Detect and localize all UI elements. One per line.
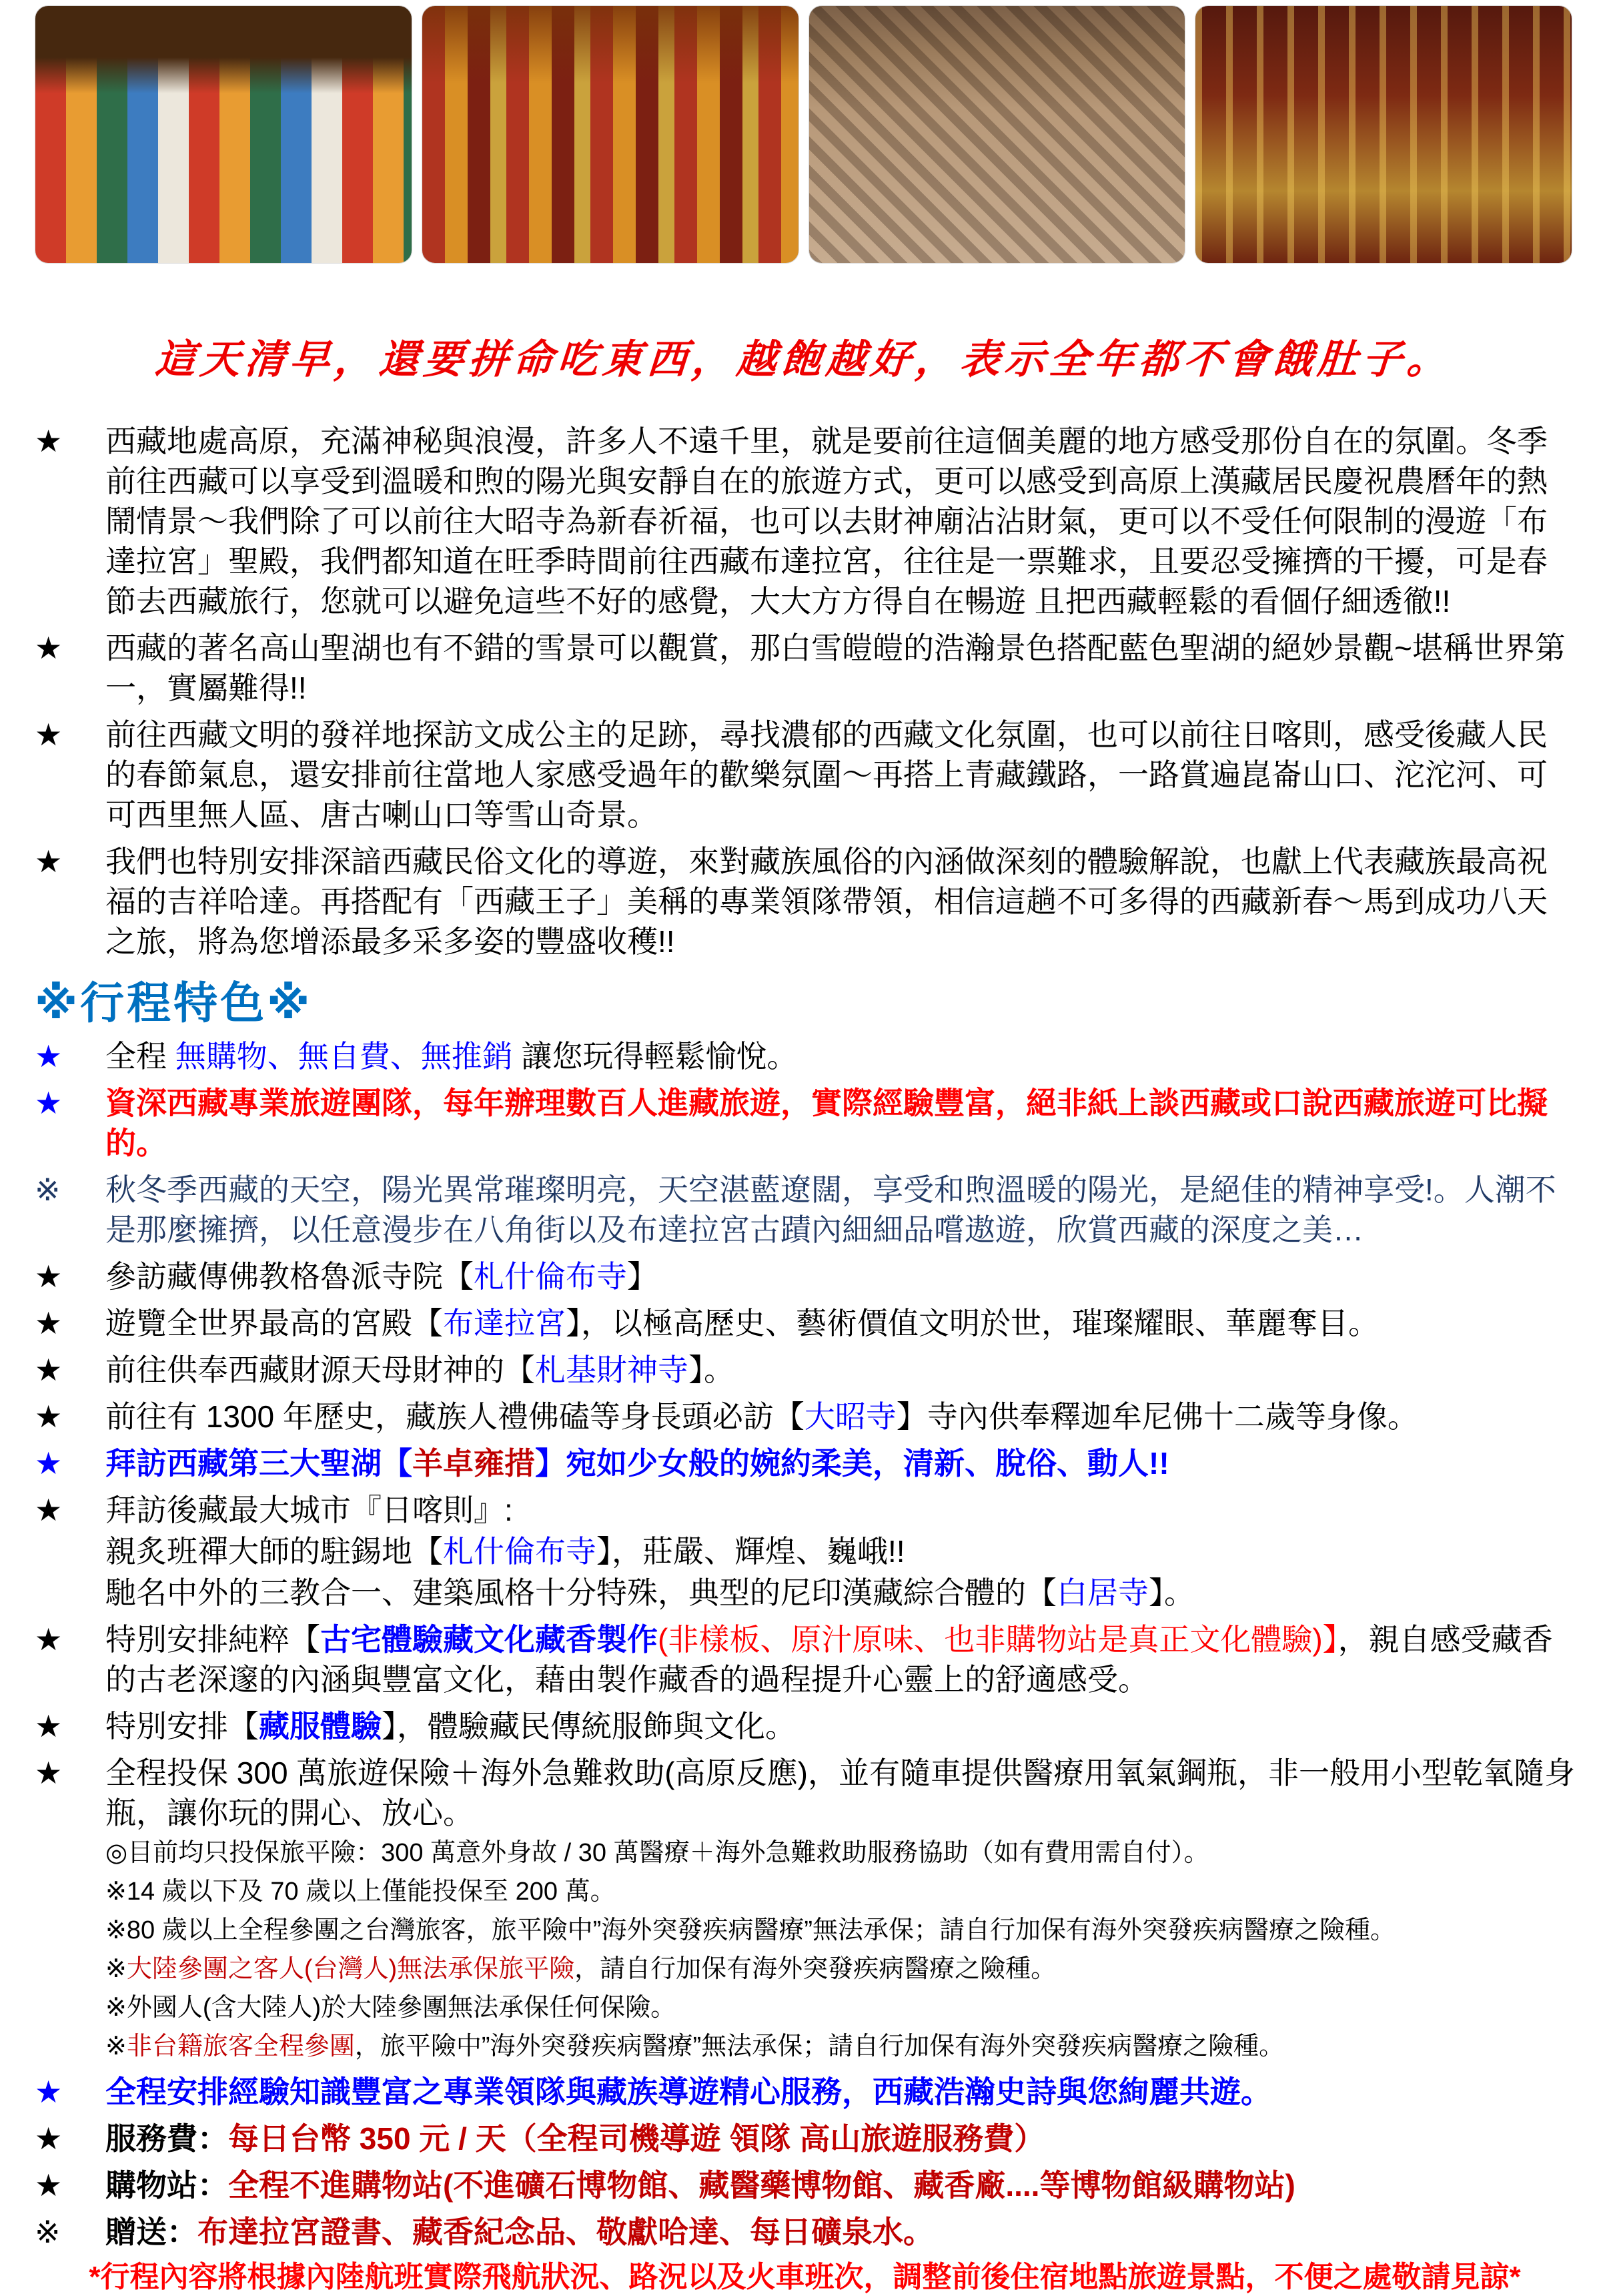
text-line [35, 1573, 1575, 1613]
text-segment: 親炙班禪大師的駐錫地【 [105, 1534, 443, 1569]
text-segment: 服務費： [105, 2121, 228, 2156]
text-line [35, 1490, 1575, 1530]
text-segment: 西藏地處高原，充滿神秘與浪漫，許多人不遠千里，就是要前往這個美麗的地方感受那份自在的氛圍。冬季前往西藏可以享受到溫暖和煦的陽光與安靜自在的旅遊方式，更可以感受到高原上漢藏居民慶祝農曆年的熱鬧情景～我們除了可以前往大昭寺為新春祈福，也可以去財神廟沾沾財氣，更可以不受任何限制的漫遊「布達拉宮」聖殿，我們都知道在旺季時間前往西藏布達拉宮，往往是一票難求，且要忍受擁擠的干擾，可是春節去西藏旅行，您就可以避免這些不好的感覺，大大方方得自在暢遊 且把西藏輕鬆的看個仔細透徹!! [105, 424, 1548, 619]
star-bullet-icon: ★ [35, 1446, 63, 1481]
text-segment: 札基財神寺 [535, 1353, 688, 1387]
text-segment: ，親自感受藏香的古老深邃的內涵與豐富文化，藉由製作藏香的過程提升心靈上的舒適感受。 [105, 1622, 1553, 1697]
text-segment: 我們也特別安排深諳西藏民俗文化的導遊，來對藏族風俗的內涵做深刻的體驗解說，也獻上代表藏族最高祝福的吉祥哈達。再搭配有「西藏王子」美稱的專業領隊帶領，相信這趟不可多得的西藏新春～馬到成功八天之旅，將為您增添最多采多姿的豐盛收穫!! [105, 844, 1548, 959]
text-line [35, 628, 1575, 708]
temple-butter-lamps-photo [422, 5, 799, 264]
text-segment: 秋冬季西藏的天空，陽光異常璀璨明亮，天空湛藍遼闊，享受和煦溫暖的陽光，是絕佳的精神享受!。人潮不是那麼擁擠，以任意漫步在八角街以及布達拉宮古蹟內細細品嚐遨遊，欣賞西藏的深度之美… [105, 1172, 1556, 1247]
star-bullet-icon: ★ [35, 2168, 63, 2203]
text-segment: ※外國人(含大陸人)於大陸參團無法承保任何保險。 [105, 1994, 676, 2022]
text-segment: 西藏的著名高山聖湖也有不錯的雪景可以觀賞，那白雪皚皚的浩瀚景色搭配藍色聖湖的絕妙景觀~堪稱世界第一，實屬難得!! [105, 631, 1566, 705]
text-line [35, 1397, 1575, 1437]
text-segment: 全程投保 300 萬旅遊保險＋海外急難救助(高原反應)，並有隨車提供醫療用氧氣鋼瓶，非一般用小型乾氧隨身瓶，讓你玩的開心、放心。 [105, 1756, 1575, 1830]
text-segment: 拜訪西藏第三大聖湖【 [105, 1446, 412, 1481]
star-bullet-icon: ★ [35, 1353, 63, 1387]
losar-altar-offerings-photo [35, 5, 412, 264]
text-segment: 遊覽全世界最高的宮殿【 [105, 1306, 443, 1341]
text-line [35, 1036, 1575, 1076]
fine-print-line [35, 1912, 1575, 1949]
document-body [0, 384, 1607, 2296]
text-segment: 】 [627, 1259, 658, 1294]
text-segment: 前往有 1300 年歷史，藏族人禮佛磕等身長頭必訪【 [105, 1399, 804, 1434]
text-segment: 無購物、無自費、無推銷 [175, 1039, 513, 1074]
text-line [35, 1753, 1575, 1833]
red-calligraphy-headline: 這天清早，還要拼命吃東西，越飽越好，表示全年都不會餓肚子。 [153, 337, 1454, 382]
text-line [35, 2119, 1575, 2159]
star-bullet-icon: ★ [35, 844, 63, 879]
text-segment: 非台籍旅客全程參團 [126, 2032, 355, 2060]
text-segment: 札什倫布寺 [443, 1534, 596, 1569]
text-segment: 特別安排純粹【 [105, 1622, 320, 1657]
fine-print-line [35, 1835, 1575, 1872]
text-segment: 羊卓雍措 [412, 1446, 535, 1481]
fine-print-line [35, 1874, 1575, 1910]
text-line [35, 1531, 1575, 1571]
star-bullet-icon: ★ [35, 1493, 63, 1527]
star-bullet-icon: ★ [35, 1756, 63, 1790]
fine-print-line [35, 2028, 1575, 2065]
fine-print-line [35, 1990, 1575, 2026]
star-bullet-icon: ★ [35, 1086, 63, 1120]
text-segment: 白居寺 [1057, 1575, 1149, 1610]
feature-list [35, 1036, 1575, 2252]
text-segment: ※14 歲以下及 70 歲以上僅能投保至 200 萬。 [105, 1878, 616, 1906]
star-bullet-icon: ★ [35, 1399, 63, 1434]
star-bullet-icon: ★ [35, 1622, 63, 1657]
text-segment: 】，體驗藏民傳統服飾與文化。 [382, 1709, 796, 1744]
text-segment: ※ [105, 2032, 127, 2060]
text-line [35, 1706, 1575, 1746]
text-segment: 馳名中外的三教合一、建築風格十分特殊，典型的尼印漢藏綜合體的【 [105, 1575, 1057, 1610]
reference-mark-icon: ※ [35, 1172, 61, 1207]
star-bullet-icon: ★ [35, 424, 63, 458]
reference-mark-icon: ※ [35, 2215, 61, 2249]
text-line [35, 715, 1575, 835]
star-bullet-icon: ★ [35, 1259, 63, 1294]
text-segment: ◎目前均只投保旅平險：300 萬意外身故 / 30 萬醫療＋海外急難救助服務協助（如有費用需自付）。 [105, 1839, 1209, 1867]
section-title-itinerary-features: ※行程特色※ [35, 978, 313, 1028]
text-segment: 全程 [105, 1039, 175, 1074]
text-segment: 特別安排【 [105, 1709, 259, 1744]
text-line [35, 2072, 1575, 2112]
text-line [35, 1256, 1575, 1296]
text-line [35, 1083, 1575, 1163]
text-segment: 藏服體驗 [259, 1709, 382, 1744]
text-segment: 布達拉宮 [443, 1306, 566, 1341]
festival-crowd-photo [809, 5, 1186, 264]
star-bullet-icon: ★ [35, 717, 63, 752]
fine-print-line [35, 1951, 1575, 1988]
text-segment: 札什倫布寺 [474, 1259, 627, 1294]
text-segment: 大昭寺 [804, 1399, 897, 1434]
star-bullet-icon: ★ [35, 631, 63, 665]
text-segment: 全程不進購物站(不進礦石博物館、藏醫藥博物館、藏香廠....等博物館級購物站) [228, 2168, 1295, 2203]
deity-shrine-photo [1195, 5, 1572, 264]
text-segment: ※80 歲以上全程參團之台灣旅客，旅平險中”海外突發疾病醫療”無法承保；請自行加保有海外突發疾病醫療之險種。 [105, 1916, 1396, 1944]
star-bullet-icon: ★ [35, 2121, 63, 2156]
text-segment: 前往供奉西藏財源天母財神的【 [105, 1353, 535, 1387]
text-segment: 讓您玩得輕鬆愉悅。 [512, 1039, 798, 1074]
text-segment: 】。 [1149, 1575, 1195, 1610]
text-line [35, 1170, 1575, 1250]
text-segment: 】寺內供奉釋迦牟尼佛十二歲等身像。 [896, 1399, 1418, 1434]
intro-paragraphs [35, 421, 1575, 962]
text-line [35, 1303, 1575, 1343]
star-bullet-icon: ★ [35, 1039, 63, 1074]
photo-strip [0, 0, 1607, 264]
text-line [35, 1443, 1575, 1483]
text-segment: 古宅體驗藏文化藏香製作 [320, 1622, 658, 1657]
text-segment: 拜訪後藏最大城市『日喀則』: [105, 1493, 513, 1527]
text-segment: 每日台幣 350 元 / 天（全程司機導遊 領隊 高山旅遊服務費） [228, 2121, 1045, 2156]
footer-disclaimer: *行程內容將根據內陸航班實際飛航狀況、路況以及火車班次，調整前後住宿地點旅遊景點，不便之處敬請見諒* [89, 2261, 1521, 2293]
text-segment: ，請自行加保有海外突發疾病醫療之險種。 [574, 1955, 1057, 1983]
text-segment: 全程安排經驗知識豐富之專業領隊與藏族導遊精心服務，西藏浩瀚史詩與您絢麗共遊。 [105, 2074, 1271, 2109]
star-bullet-icon: ★ [35, 2074, 63, 2109]
text-segment: ，旅平險中”海外突發疾病醫療”無法承保；請自行加保有海外突發疾病醫療之險種。 [354, 2032, 1285, 2060]
text-segment: 布達拉宮證書、藏香紀念品、敬獻哈達、每日礦泉水。 [197, 2215, 934, 2249]
text-segment: 大陸參團之客人(台灣人)無法承保旅平險 [126, 1955, 575, 1983]
text-segment: 】，莊嚴、輝煌、巍峨!! [596, 1534, 905, 1569]
text-segment: (非樣板、原汁原味、也非購物站是真正文化體驗)】 [658, 1622, 1338, 1657]
text-segment: 】，以極高歷史、藝術價值文明於世，璀璨耀眼、華麗奪目。 [566, 1306, 1379, 1341]
text-line [35, 841, 1575, 962]
text-segment: 前往西藏文明的發祥地探訪文成公主的足跡，尋找濃郁的西藏文化氛圍，也可以前往日喀則，感受後藏人民的春節氣息，還安排前往當地人家感受過年的歡樂氛圍～再搭上青藏鐵路，一路賞遍崑崙山口、沱沱河、可可西里無人區、唐古喇山口等雪山奇景。 [105, 717, 1548, 832]
star-bullet-icon: ★ [35, 1709, 63, 1744]
text-segment: 贈送： [105, 2215, 197, 2249]
text-line [35, 2165, 1575, 2205]
text-segment: 】。 [688, 1353, 734, 1387]
text-line [35, 1350, 1575, 1390]
text-segment: 資深西藏專業旅遊團隊，每年辦理數百人進藏旅遊，實際經驗豐富，絕非紙上談西藏或口說西藏旅遊可比擬的。 [105, 1086, 1548, 1160]
star-bullet-icon: ★ [35, 1306, 63, 1341]
text-line [35, 421, 1575, 621]
text-segment: 購物站： [105, 2168, 228, 2203]
text-segment: 】宛如少女般的婉約柔美，清新、脫俗、動人!! [535, 1446, 1169, 1481]
text-segment: ※ [105, 1955, 127, 1983]
text-segment: 參訪藏傳佛教格魯派寺院【 [105, 1259, 474, 1294]
text-line [35, 1619, 1575, 1699]
text-line [35, 2212, 1575, 2252]
